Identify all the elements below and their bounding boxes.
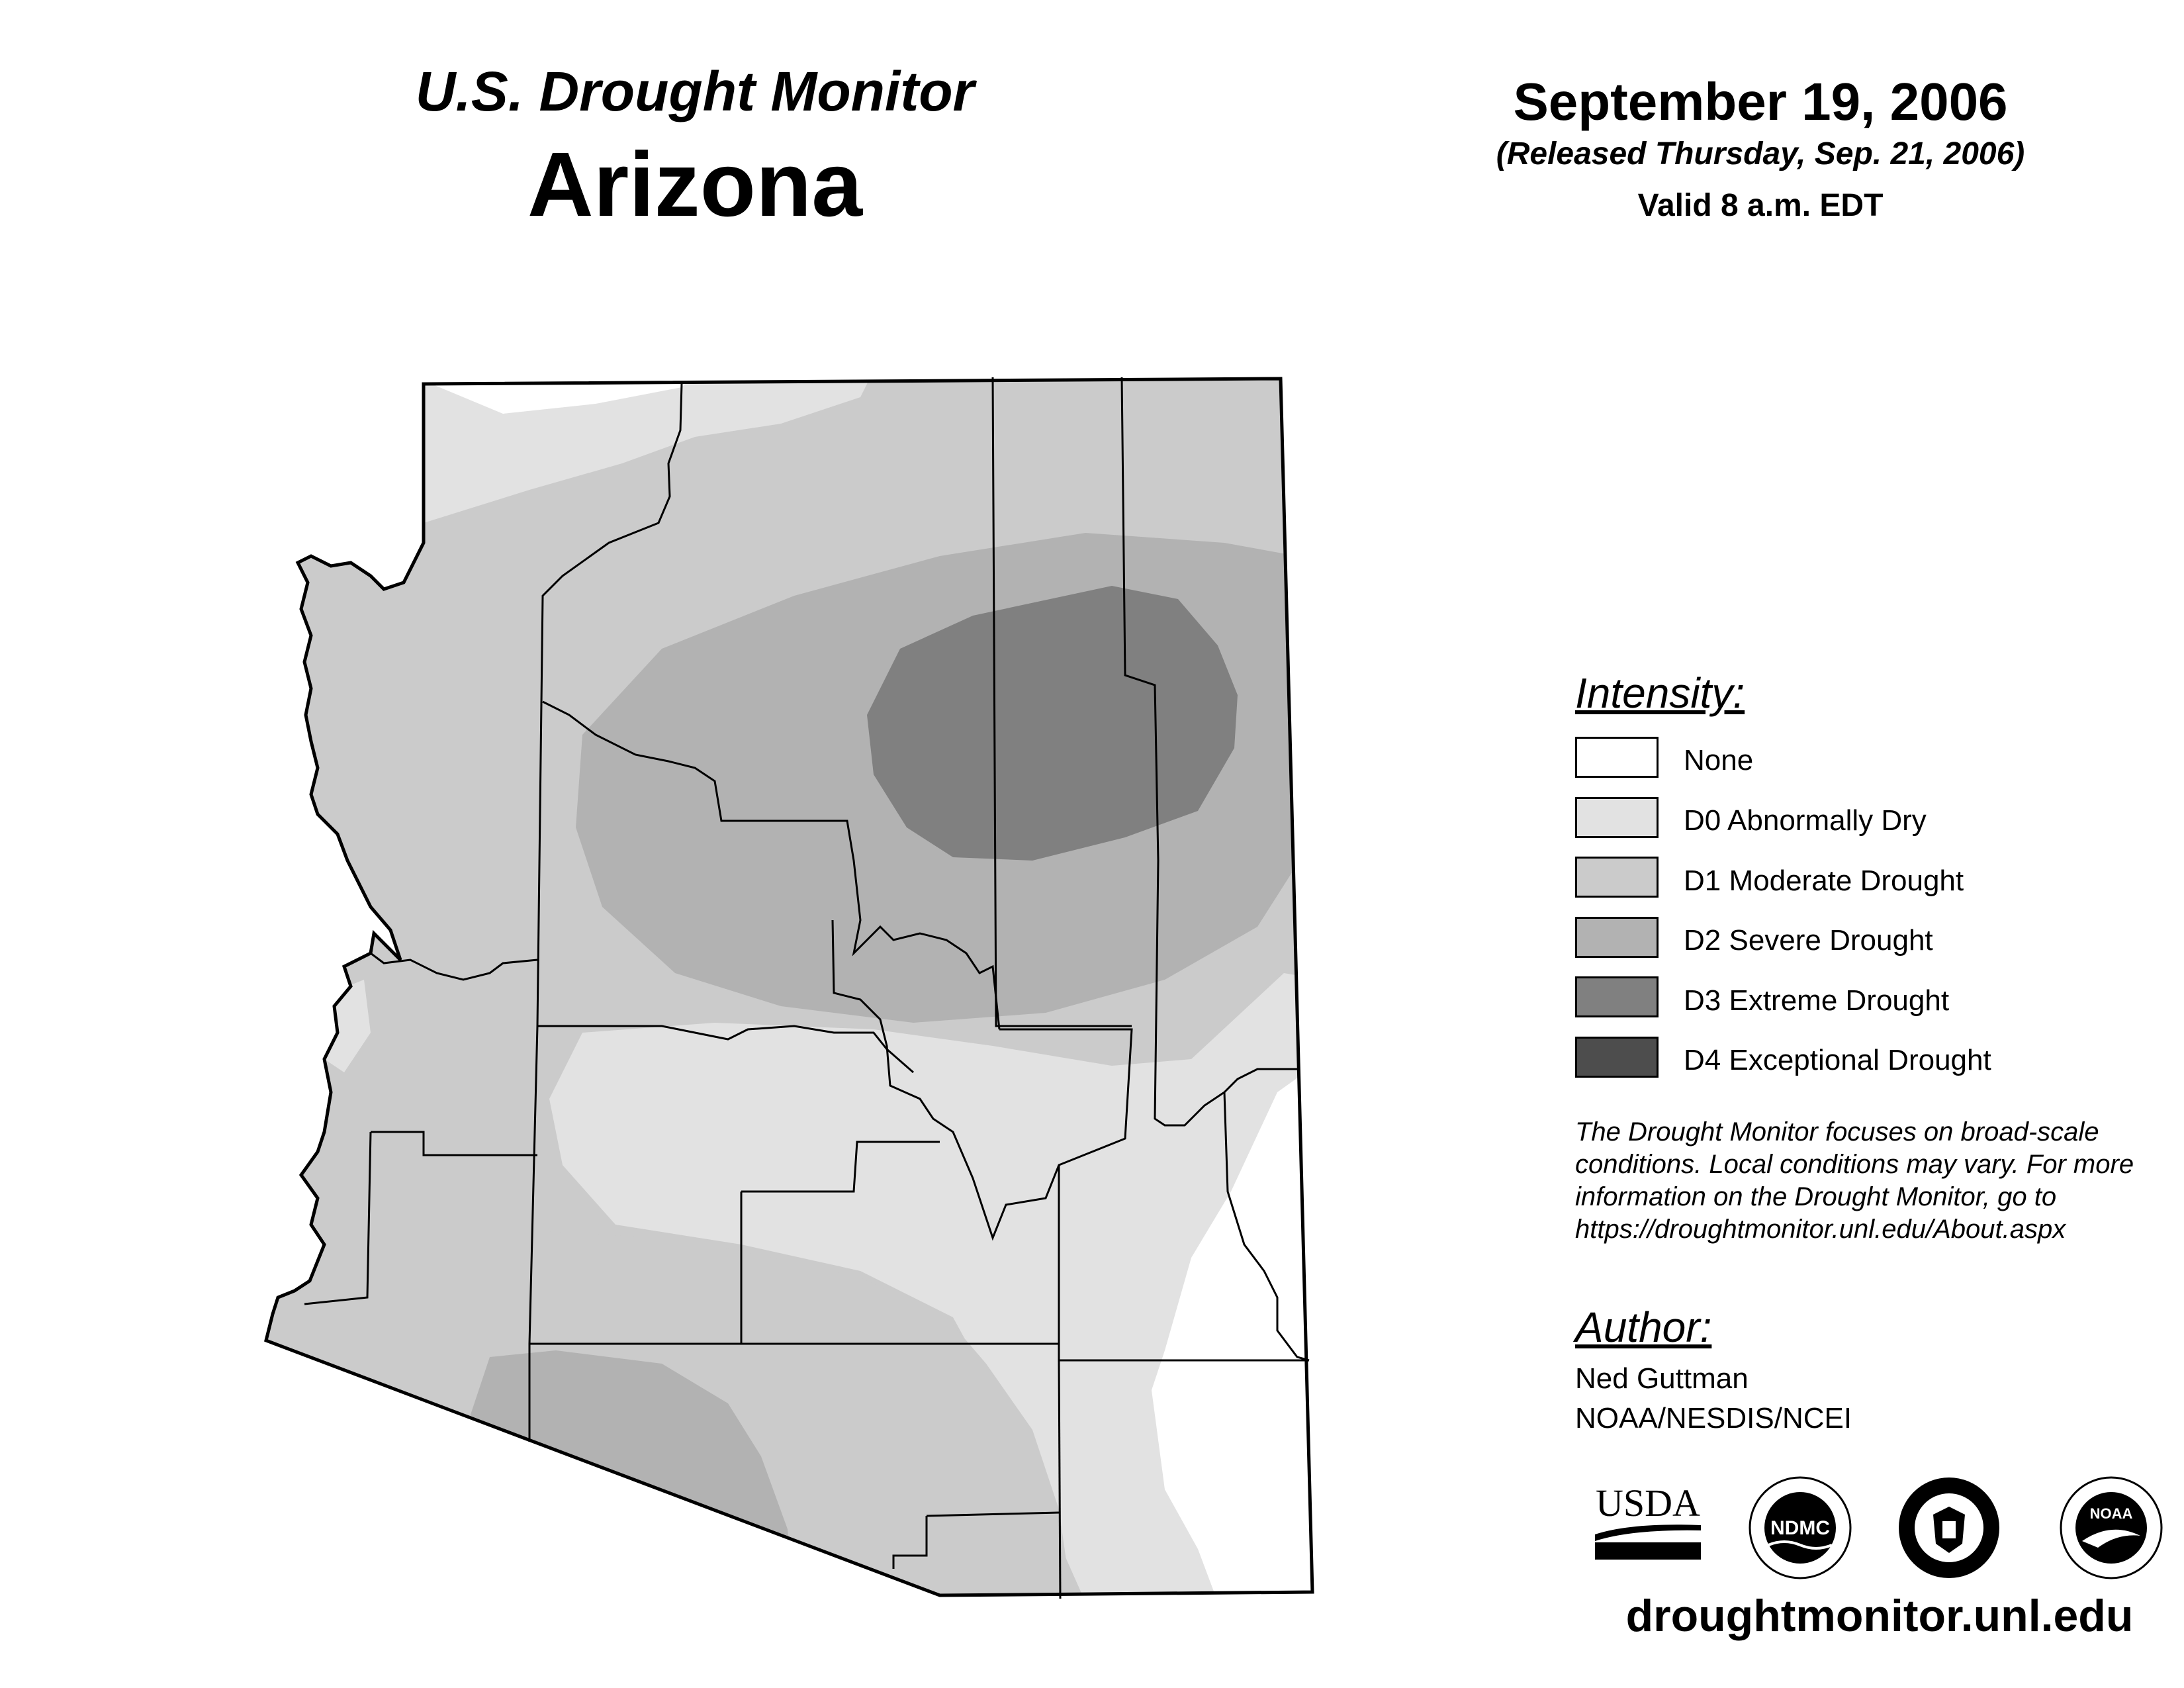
ndmc-logo: [1747, 1475, 1853, 1581]
legend-label-d1: D1 Moderate Drought: [1684, 865, 1964, 897]
author-org: NOAA/NESDIS/NCEI: [1575, 1402, 1852, 1434]
release-date: (Released Thursday, Sep. 21, 2006): [1496, 136, 2025, 171]
swatch-d2: [1575, 917, 1659, 958]
note-line-4: https://droughtmonitor.unl.edu/About.aspx: [1575, 1215, 2066, 1244]
swatch-d4: [1575, 1037, 1659, 1078]
author-name: Ned Guttman: [1575, 1362, 1749, 1395]
note-line-1: The Drought Monitor focuses on broad-scale: [1575, 1117, 2099, 1147]
state-name: Arizona: [527, 134, 863, 236]
map-date: September 19, 2006: [1513, 72, 2008, 131]
swatch-d3: [1575, 976, 1659, 1017]
disclaimer-note: [1575, 1116, 2171, 1246]
note-line-3: information on the Drought Monitor, go to: [1575, 1182, 2057, 1211]
noaa-logo: [2058, 1475, 2164, 1581]
commerce-seal-logo: [1896, 1475, 2002, 1581]
legend-label-d0: D0 Abnormally Dry: [1684, 804, 1927, 837]
legend-label-d4: D4 Exceptional Drought: [1684, 1044, 1991, 1076]
swatch-d1: [1575, 857, 1659, 898]
legend-label-d2: D2 Severe Drought: [1684, 924, 1933, 957]
legend-heading: Intensity:: [1575, 669, 1745, 717]
map-title: U.S. Drought Monitor: [415, 60, 975, 122]
usda-logo-text: USDA: [1596, 1483, 1700, 1524]
usda-logo: [1592, 1483, 1704, 1562]
note-line-2: conditions. Local conditions may vary. For more: [1575, 1150, 2134, 1179]
site-url-link[interactable]: droughtmonitor.unl.edu: [1625, 1591, 2134, 1641]
valid-time: Valid 8 a.m. EDT: [1637, 188, 1884, 223]
noaa-logo-text: NOAA: [2089, 1505, 2133, 1522]
legend-label-d3: D3 Extreme Drought: [1684, 984, 1950, 1017]
ndmc-logo-text: NDMC: [1770, 1517, 1830, 1539]
legend-label-none: None: [1684, 744, 1754, 776]
author-heading: Author:: [1575, 1303, 1712, 1351]
swatch-d0: [1575, 797, 1659, 838]
swatch-none: [1575, 737, 1659, 778]
